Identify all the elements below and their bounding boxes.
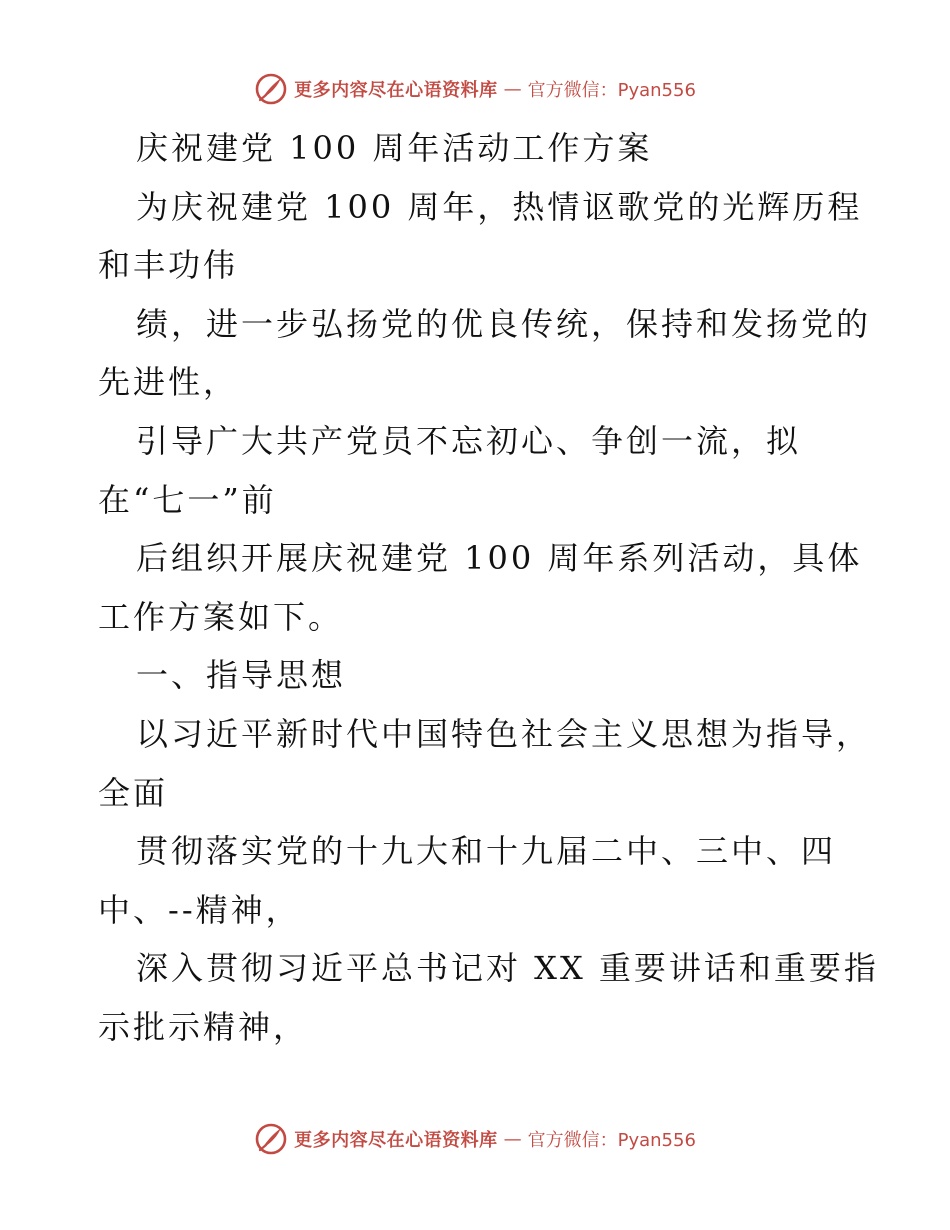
document-text-line: 全面 <box>98 773 169 812</box>
banner-brand-text: 更多内容尽在心语资料库 <box>294 1130 498 1151</box>
document-text-line: 贯彻落实党的十九大和十九届二中、三中、四 <box>136 832 837 871</box>
banner-separator: — <box>503 78 522 100</box>
footer-watermark-banner <box>0 1122 950 1156</box>
document-text-line: 在“七一”前 <box>98 480 277 519</box>
banner-wechat-text: 官方微信：Pyan556 <box>527 1130 696 1151</box>
banner-wechat-text: 官方微信：Pyan556 <box>527 80 696 101</box>
document-text-line: 先进性， <box>98 363 239 402</box>
document-text-line: 中、--精神， <box>98 890 301 929</box>
document-text-line: 绩，进一步弘扬党的优良传统，保持和发扬党的 <box>136 304 872 343</box>
document-text-line: 庆祝建党 100 周年活动工作方案 <box>136 129 653 167</box>
quill-seal-icon <box>254 1122 288 1156</box>
header-watermark-banner <box>0 72 950 106</box>
document-text-line: 后组织开展庆祝建党 100 周年系列活动，具体 <box>136 539 863 578</box>
document-text-line: 工作方案如下。 <box>98 597 344 636</box>
document-text-line: 深入贯彻习近平总书记对 XX 重要讲话和重要指 <box>136 949 879 988</box>
banner-brand-text: 更多内容尽在心语资料库 <box>294 80 498 101</box>
document-body <box>98 119 879 1057</box>
document-text-line: 以习近平新时代中国特色社会主义思想为指导， <box>136 714 872 753</box>
document-text-line: 和丰功伟 <box>98 246 239 285</box>
document-text-line: 为庆祝建党 100 周年，热情讴歌党的光辉历程 <box>136 187 863 226</box>
document-text-line: 示批示精神， <box>98 1007 309 1046</box>
quill-seal-icon <box>254 72 288 106</box>
document-text-line: 一、指导思想 <box>136 656 347 695</box>
document-text-line: 引导广大共产党员不忘初心、争创一流，拟 <box>136 421 802 460</box>
banner-separator: — <box>503 1128 522 1150</box>
